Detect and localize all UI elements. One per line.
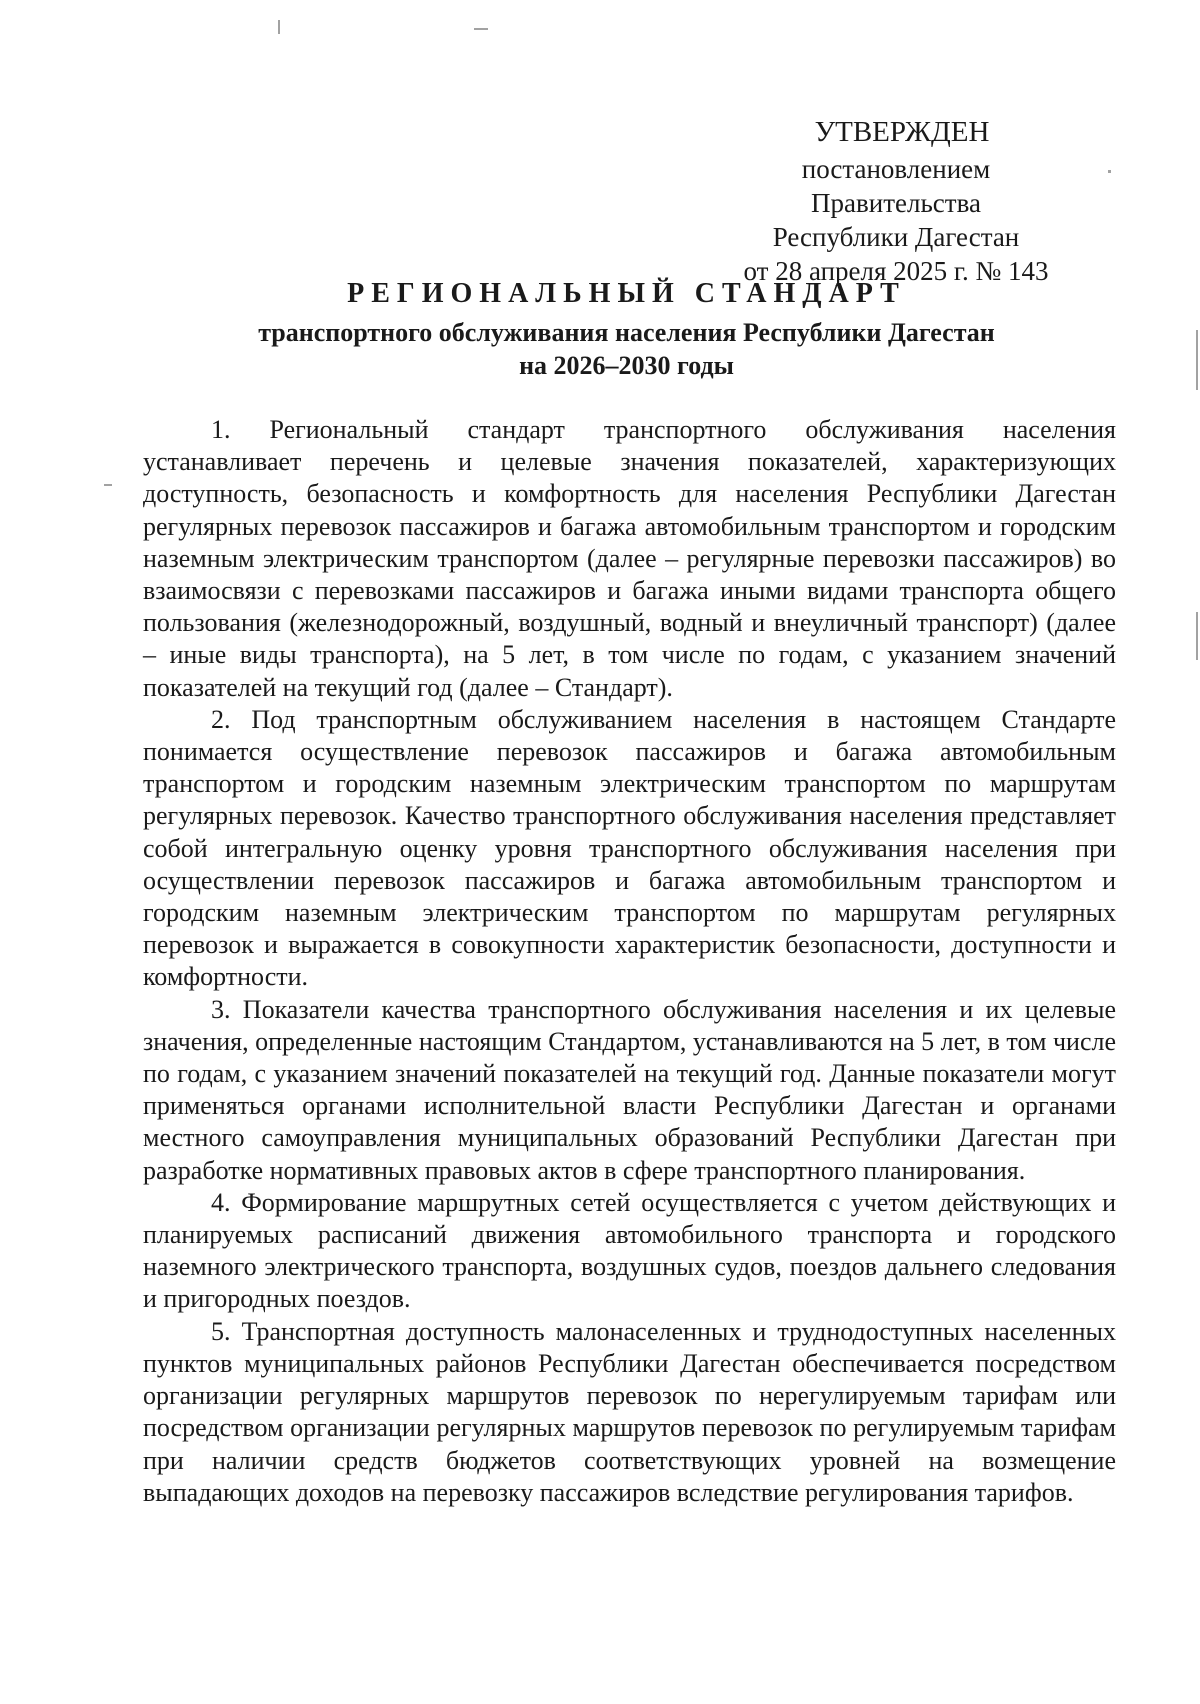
subtitle-line: транспортного обслуживания населения Республики Дагестан xyxy=(258,318,995,347)
approval-line: Республики Дагестан xyxy=(772,222,1020,252)
paragraph: 4. Формирование маршрутных сетей осуществляется с учетом действующих и планируемых расписаний движения автомобильного транспорта и городского наземного электрического транспорта, воздушных судов, поездов дальнего следования и пригородных поездов. xyxy=(143,1187,1116,1314)
subtitle-line: на 2026–2030 годы xyxy=(519,351,734,380)
paragraph: 5. Транспортная доступность малонаселенных и труднодоступных населенных пунктов муниципальных районов Республики Дагестан обеспечивается посредством организации регулярных маршрутов перевозок по нерегулируемым тарифам или посредством организации регулярных маршрутов перевозок по регулируемым тарифам при наличии средств бюджетов соответствующих уровней на возмещение выпадающих доходов на перевозку пассажиров вследствие регулирования тарифов. xyxy=(143,1316,1116,1507)
scan-mark xyxy=(1196,612,1198,660)
scan-mark xyxy=(278,20,280,34)
paragraph: 2. Под транспортным обслуживанием населения в настоящем Стандарте понимается осуществление перевозок пассажиров и багажа автомобильным транспортом и городским наземным электрическим транспортом по маршрутам регулярных перевозок. Качество транспортного обслуживания населения представляет собой интегральную оценку уровня транспортного обслуживания населения при осуществлении перевозок пассажиров и багажа автомобильным транспортом и городским наземным электрическим транспортом по маршрутам регулярных перевозок и выражается в совокупности характеристик безопасности, доступности и комфортности. xyxy=(143,704,1116,992)
scan-mark xyxy=(1108,170,1111,173)
scan-mark xyxy=(104,484,112,486)
paragraph: 3. Показатели качества транспортного обслуживания населения и их целевые значения, определенные настоящим Стандартом, устанавливаются на 5 лет, в том числе по годам, с указанием значений показателей на текущий год. Данные показатели могут применяться органами исполнительной власти Республики Дагестан и органами местного самоуправления муниципальных образований Республики Дагестан при разработке нормативных правовых актов в сфере транспортного планирования. xyxy=(143,994,1116,1185)
approval-line: постановлением Правительства xyxy=(801,154,991,218)
approval-heading: УТВЕРЖДЕН xyxy=(814,116,990,148)
document-title: РЕГИОНАЛЬНЫЙ СТАНДАРТ xyxy=(347,278,906,309)
scan-mark xyxy=(474,28,488,30)
document-body xyxy=(143,414,1116,1509)
document-subtitle xyxy=(0,316,1200,382)
approval-block xyxy=(716,112,1076,288)
paragraph: 1. Региональный стандарт транспортного обслуживания населения устанавливает перечень и целевые значения показателей, характеризующих доступность, безопасность и комфортность для населения Республики Дагестан регулярных перевозок пассажиров и багажа автомобильным транспортом и городским наземным электрическим транспортом (далее – регулярные перевозки пассажиров) во взаимосвязи с перевозками пассажиров и багажа иными видами транспорта общего пользования (железнодорожный, воздушный, водный и внеуличный транспорт) (далее – иные виды транспорта), на 5 лет, в том числе по годам, с указанием значений показателей на текущий год (далее – Стандарт). xyxy=(143,415,1116,702)
approval-date: от 28 апреля 2025 г. № 143 xyxy=(743,256,1049,286)
